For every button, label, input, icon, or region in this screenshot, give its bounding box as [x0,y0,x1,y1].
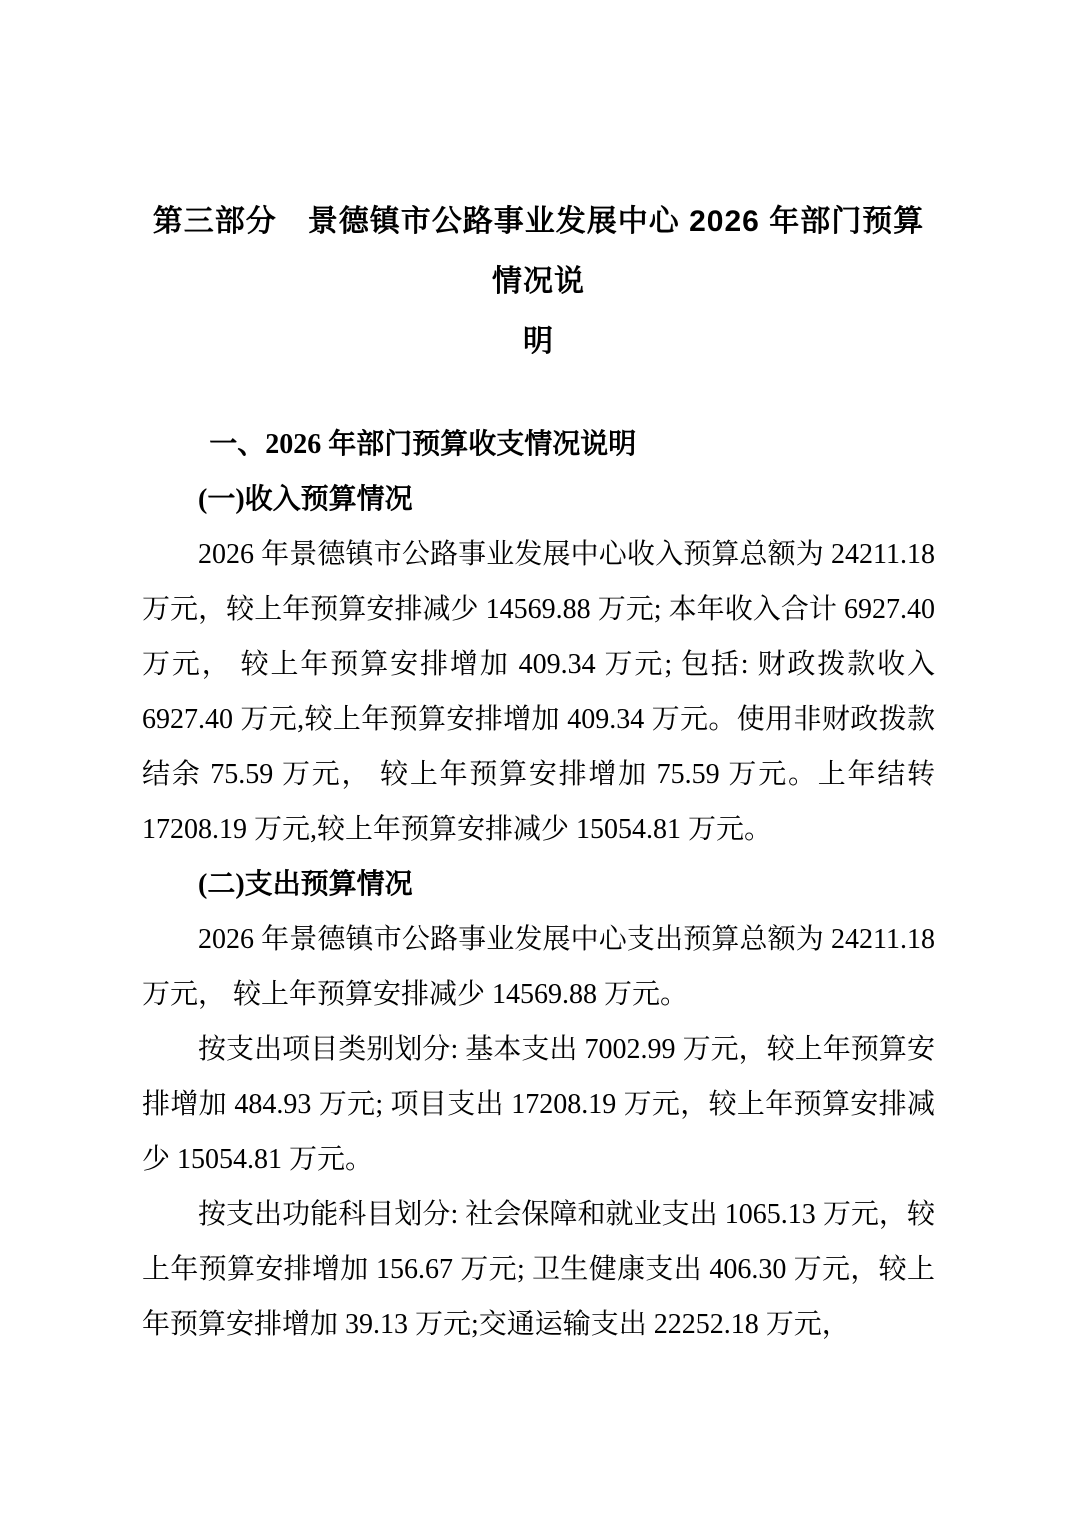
subsection-heading-income-budget: (一)收入预算情况 [198,484,413,515]
document-title-line-2: 明 [523,325,554,358]
document-title [142,192,935,372]
section-heading-budget-overview: 一、2026 年部门预算收支情况说明 [209,429,637,460]
paragraph-income-budget-details: 2026 年景德镇市公路事业发展中心收入预算总额为 24211.18 万元，较上年预算安排减少 14569.88 万元; 本年收入合计 6927.40 万元， 较上年预算安排增加 409.34 万元; 包括: 财政拨款收入 6927.40 万元,较上年预算安排增加 409.34 万元。使用非财政拨款结余 75.59 万元， 较上年预算安排增加 75.59 万元。上年结转 17208.19 万元,较上年预算安排减少 15054.81 万元。 [142,539,935,845]
document-title-line-1: 第三部分 景德镇市公路事业发展中心 2026 年部门预算情况说 [152,205,925,298]
subsection-heading-expense-budget: (二)支出预算情况 [198,869,413,900]
paragraph-expense-budget-total: 2026 年景德镇市公路事业发展中心支出预算总额为 24211.18 万元， 较上年预算安排减少 14569.88 万元。 [142,924,935,1010]
paragraph-expense-by-project-type: 按支出项目类别划分: 基本支出 7002.99 万元，较上年预算安排增加 484.93 万元; 项目支出 17208.19 万元，较上年预算安排减少 15054.81 万元。 [142,1034,935,1175]
paragraph-expense-by-function: 按支出功能科目划分: 社会保障和就业支出 1065.13 万元，较上年预算安排增加 156.67 万元; 卫生健康支出 406.30 万元，较上年预算安排增加 39.13 万元;交通运输支出 22252.18 万元， [142,1199,935,1340]
